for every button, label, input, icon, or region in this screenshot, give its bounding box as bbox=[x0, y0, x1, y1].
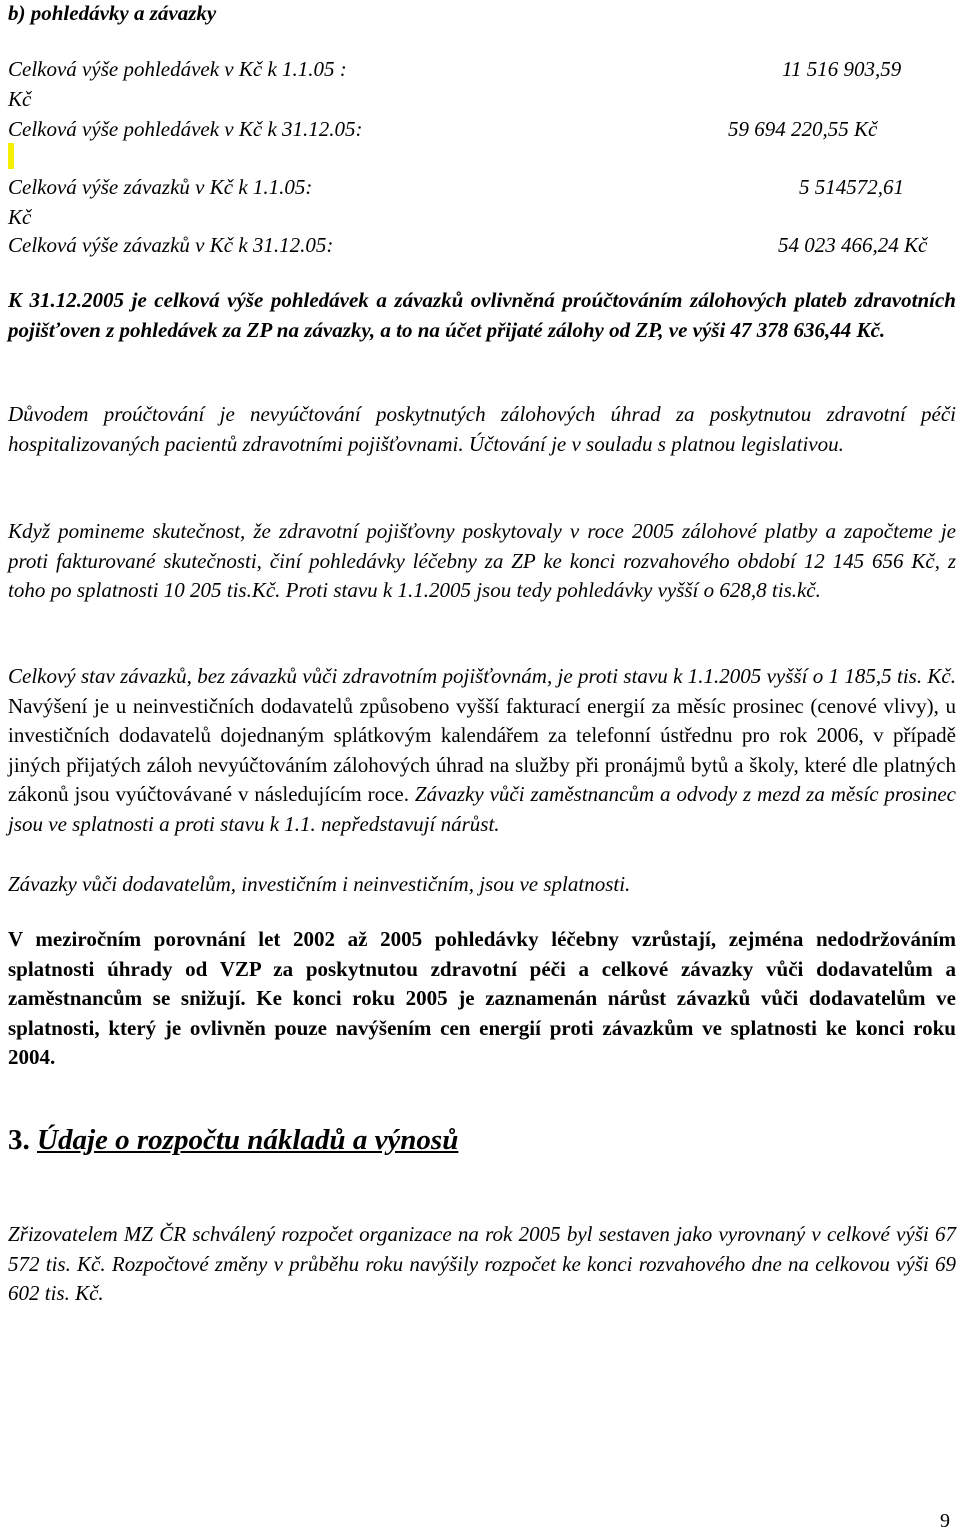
balance-amount: 5 514572,61 bbox=[799, 175, 904, 199]
liabilities-summary: Celkový stav závazků, bez závazků vůči zdravotním pojišťovnám, je proti stavu k 1.1.2005 vyšší o 1 185,5 tis. Kč. bbox=[8, 664, 956, 688]
balance-amount: 11 516 903,59 bbox=[782, 57, 902, 81]
balance-row: Celková výše pohledávek v Kč k 1.1.05 : bbox=[8, 57, 347, 81]
paragraph-comparison: V meziročním porovnání let 2002 až 2005 pohledávky léčebny vzrůstají, zejména nedodržováním splatnosti úhrady od VZP za poskytnutou zdravotní péči a celkové závazky vůči dodavatelům a zaměstnancům se snižují. Ke konci roku 2005 je zaznamenán nárůst závazků vůči dodavatelům ve splatnosti, který je ovlivněn pouze navýšením cen energií proti závazkům ve splatnosti ke konci roku 2004. bbox=[8, 927, 956, 1069]
paragraph-liabilities bbox=[8, 662, 956, 839]
chapter-title: Údaje o rozpočtu nákladů a výnosů bbox=[37, 1124, 459, 1156]
paragraph-suppliers: Závazky vůči dodavatelům, investičním i neinvestičním, jsou ve splatnosti. bbox=[8, 872, 631, 896]
liabilities-increase: Navýšení je u neinvestičních dodavatelů způsobeno vyšší fakturací energií za měsíc prosinec (cenové vlivy), u investičních dodavatelů dojednaným splátkovým kalendářem za telefonní ústřednu pro rok 2006, v případě jiných přijatých záloh nevyúčtováním zálohových úhrad na služby při pronájmů bytů a školy, které dle platných zákonů jsou vyúčtovávané v následujícím roce. bbox=[8, 693, 956, 806]
balance-row: Celková výše závazků v Kč k 31.12.05: bbox=[8, 233, 334, 257]
chapter-number: 3. bbox=[8, 1124, 30, 1156]
chapter-heading bbox=[8, 1124, 458, 1157]
highlight-marker bbox=[8, 143, 14, 169]
balance-amount: 59 694 220,55 Kč bbox=[728, 117, 878, 141]
balance-amount: 54 023 466,24 Kč bbox=[778, 233, 928, 257]
liabilities-employees: Závazky vůči zaměstnancům a odvody z mezd za měsíc prosinec jsou ve splatnosti a proti stavu k 1.1. nepředstavují nárůst. bbox=[8, 782, 956, 836]
paragraph-receivables: Když pomineme skutečnost, že zdravotní pojišťovny poskytovaly v roce 2005 zálohové platby a započteme je proti fakturované skutečnosti, činí pohledávky léčebny za ZP ke konci rozvahového období 12 145 656 Kč, z toho po splatnosti 10 205 tis.Kč. Proti stavu k 1.1.2005 jsou tedy pohledávky vyšší o 628,8 tis.kč. bbox=[8, 519, 956, 602]
balance-currency-wrap: Kč bbox=[8, 87, 32, 111]
paragraph-advance-payments: K 31.12.2005 je celková výše pohledávek a závazků ovlivněná proúčtováním zálohových plateb zdravotních pojišťoven z pohledávek za ZP na závazky, a to na účet přijaté zálohy od ZP, ve výši 47 378 636,44 Kč. bbox=[8, 288, 956, 342]
paragraph-reason: Důvodem proúčtování je nevyúčtování poskytnutých zálohových úhrad za poskytnutou zdravotní péči hospitalizovaných pacientů zdravotními pojišťovnami. Účtování je v souladu s platnou legislativou. bbox=[8, 402, 956, 456]
balance-currency-wrap: Kč bbox=[8, 205, 32, 229]
page-number: 9 bbox=[940, 1510, 950, 1532]
section-heading: b) pohledávky a závazky bbox=[8, 1, 217, 25]
paragraph-budget: Zřizovatelem MZ ČR schválený rozpočet organizace na rok 2005 byl sestaven jako vyrovnaný v celkové výši 67 572 tis. Kč. Rozpočtové změny v průběhu roku navýšily rozpočet ke konci rozvahového dne na celkovou výši 69 602 tis. Kč. bbox=[8, 1222, 956, 1305]
balance-row: Celková výše pohledávek v Kč k 31.12.05: bbox=[8, 117, 363, 141]
balance-row: Celková výše závazků v Kč k 1.1.05: bbox=[8, 175, 313, 199]
